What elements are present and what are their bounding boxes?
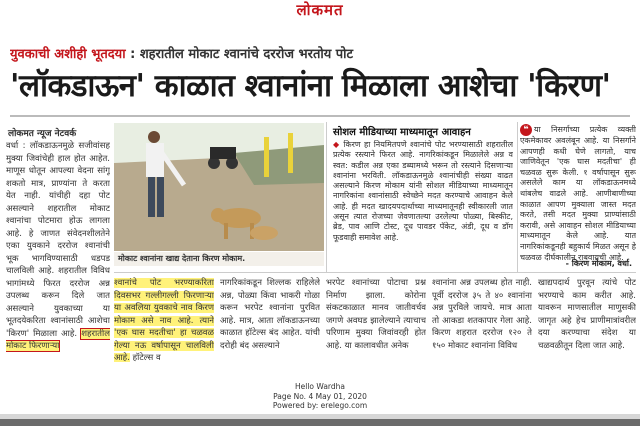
article-column-3 [220, 277, 320, 362]
column-text: भरपेट श्वानांच्या पोटाचा प्रश्न निर्माण झाला. कोरोना संकटकाळात मानव जातीवर्चव जगणे अवघड झालेल्याने त्याचाच परिणाम मुक्या जिवांवरही होत आहे. या कालावधीत अनेक [326, 278, 426, 351]
kicker-label: युवकाची अशीही भूतदया [10, 47, 126, 62]
sidebar-text: किरण हा नियमितपणे श्वानांचे पोट भरण्यासाठी शहरातील प्रत्येक रस्त्याने फिरत आहे. नागरिकांकडून मिळालेले अन्न व स्वत: कडील अन्न एका डब्यामध्ये भरून तो रस्त्याने दिसणाऱ्या श्वानांना भरविती. लॉकडाऊनमुळे श्वानांचीही संख्या वाढत असल्याने किरण मोकाम यांनी सोशल मीडियाच्या माध्यमातून नागरिकांना श्वानांसाठी स्वेच्छेने मदत करण्याचे आवाहन केले आहे. ही मदत खादयपदार्थाच्या माध्यमातूनही स्वीकारली जात असून त्यात रोजच्या जेवणातल्या उरलेल्या पोळ्या, बिस्कीट, ब्रेड, पाव आणि टोस्ट, दूध पावडर पॅकेट, अंडी, दूध व डॉग फूडवाही समावेश आहे. [333, 140, 513, 242]
column-divider [326, 122, 327, 272]
section-rule [114, 272, 636, 273]
article-column-6 [538, 277, 636, 362]
column-text: श्वानांना अन्न उपलब्ध होत नाही. पूर्वी दररोज ३५ ते ४० श्वानांना अन्न पुरविले जायचे. मात्र आता तो आकडा शतकापार गेला आहे. किरण शहरात दररोज १२० ते १५० मोकाट श्वानांना विविध [432, 278, 532, 351]
sidebar-title: सोशल मीडियाच्या माध्यमातून आवाहन [333, 127, 471, 138]
column-text: खाद्यपदार्थ पुरवून त्यांचे पोट भरण्याचे काम करीत आहे. यावरून माणसातील माणुसकी जागृत अहे हेच प्राणीमात्रांवरील दया करण्याचा संदेश या चळवळीतून दिला जात आहे. [538, 278, 636, 351]
quote-text: या निसर्गाच्या प्रत्येक व्यक्ती एकमेकावर अवलंबून आहे. या निसर्गाने आपणही कधी घेणे लागतो, याच जाणिवेतून 'एक घास मदतीचा' ही चळवळ सुरू केली. १ वर्षापासून सुरू असलेले काम या लॉकडाऊनमध्ये थांबलेच वाढले आहे. आणीबाणीच्या काळात आपण मुक्याला जास्त मदत करते, तसी मदत मुक्या प्राण्यांसाठी करावी, असे आवाहन सोशल मीडियाच्या माध्यमातून केले आहे. यात नागरिकांकडूनही बहुकार्य मिळत असून हे चळवळ दीर्घकालीन राबवायची आहे. [520, 125, 636, 262]
article-column-1 [6, 140, 110, 362]
headline: 'लॉकडाऊन' काळात श्वानांना मिळाला आशेचा 'किरण' [10, 68, 611, 104]
footer-edition: Hello Wardha [295, 382, 345, 391]
quote-icon: ❝ [520, 124, 532, 136]
bullet-icon: ◆ [333, 140, 344, 149]
masthead [0, 0, 640, 22]
headline-rule [10, 115, 630, 117]
column-text: हॉटेल्स व [129, 353, 161, 362]
photo-illustration [114, 123, 324, 251]
page-footer [0, 382, 640, 411]
highlighted-phrase: शहरातील मोकाट फिरणाऱ्या [6, 328, 110, 351]
article-photo [114, 123, 324, 251]
photo-caption: मोकाट श्वानांना खाद्य देताना किरण मोकाम. [114, 252, 324, 266]
bottom-band [0, 419, 640, 426]
kicker-subtitle: : शहरातील मोकाट श्वानांचे दररोज भरतोय पोट [125, 47, 354, 62]
footer-powered-by: Powered by: erelego.com [272, 401, 368, 410]
kicker [10, 44, 630, 62]
column-divider [517, 122, 518, 272]
article-column-2 [114, 277, 214, 362]
highlighted-text: श्वानांचे पोट भरण्याकरिता दिवसभर गल्लीगल्ली फिरणाऱ्या या अवलिया युवकाचे नाव किरण मोकाम असे नाव आहे. त्याने 'एक घास मदतीचा' हा चळवळ गेल्या नऊ वर्षापासून चालविली आहे. [114, 278, 214, 362]
article-column-4 [326, 277, 426, 362]
column-1-text: वर्धा : लॉकडाऊनमुळे सजीवांसह मुक्या जिवांचेही हाल होत आहेत. माणूस धोतून आपल्या वेदना सांगू शकतो मात्र, प्राण्यांना ते करता येत नाही. यांचीही दहा पोट असल्याने शहरातील मोकाट श्वानांचा पोटमारा होऊ लागला आहे. हे जाणत संवेदनशीलतेने एका युवकाने दररोज श्वानांची भूक भागविण्यासाठी धडपड चालविली आहे. शहरातील विविध भागांमध्ये फिरत दररोज अन्न उपलब्ध करून दिले जात असल्याने युवकाच्या या भूतदयेकरिता श्वानांसाठी आशेचा 'किरण' मिळाला आहे. [6, 141, 110, 339]
quote-signature: - किरण मोकाम, वर्धा. [565, 259, 632, 268]
article-column-5 [432, 277, 532, 362]
quote-box [520, 124, 636, 270]
column-text: नागरिकांकडून शिल्लक राहिलेले अन्न, पोळ्या किंवा भाकरी गोळा करून भरपेट श्वानांना पुरवित आहे. मात्र, आता लॉकडाऊनच्या काळात हॉटेल्स बंद आहेत. यांची दरोही बंद असल्याने [220, 278, 320, 351]
footer-page-date: Page No. 4 May 01, 2020 [273, 391, 367, 401]
byline: लोकमत न्यूज नेटवर्क [8, 129, 77, 139]
masthead-logo: लोकमत [296, 1, 344, 19]
sidebar-body [333, 140, 513, 264]
